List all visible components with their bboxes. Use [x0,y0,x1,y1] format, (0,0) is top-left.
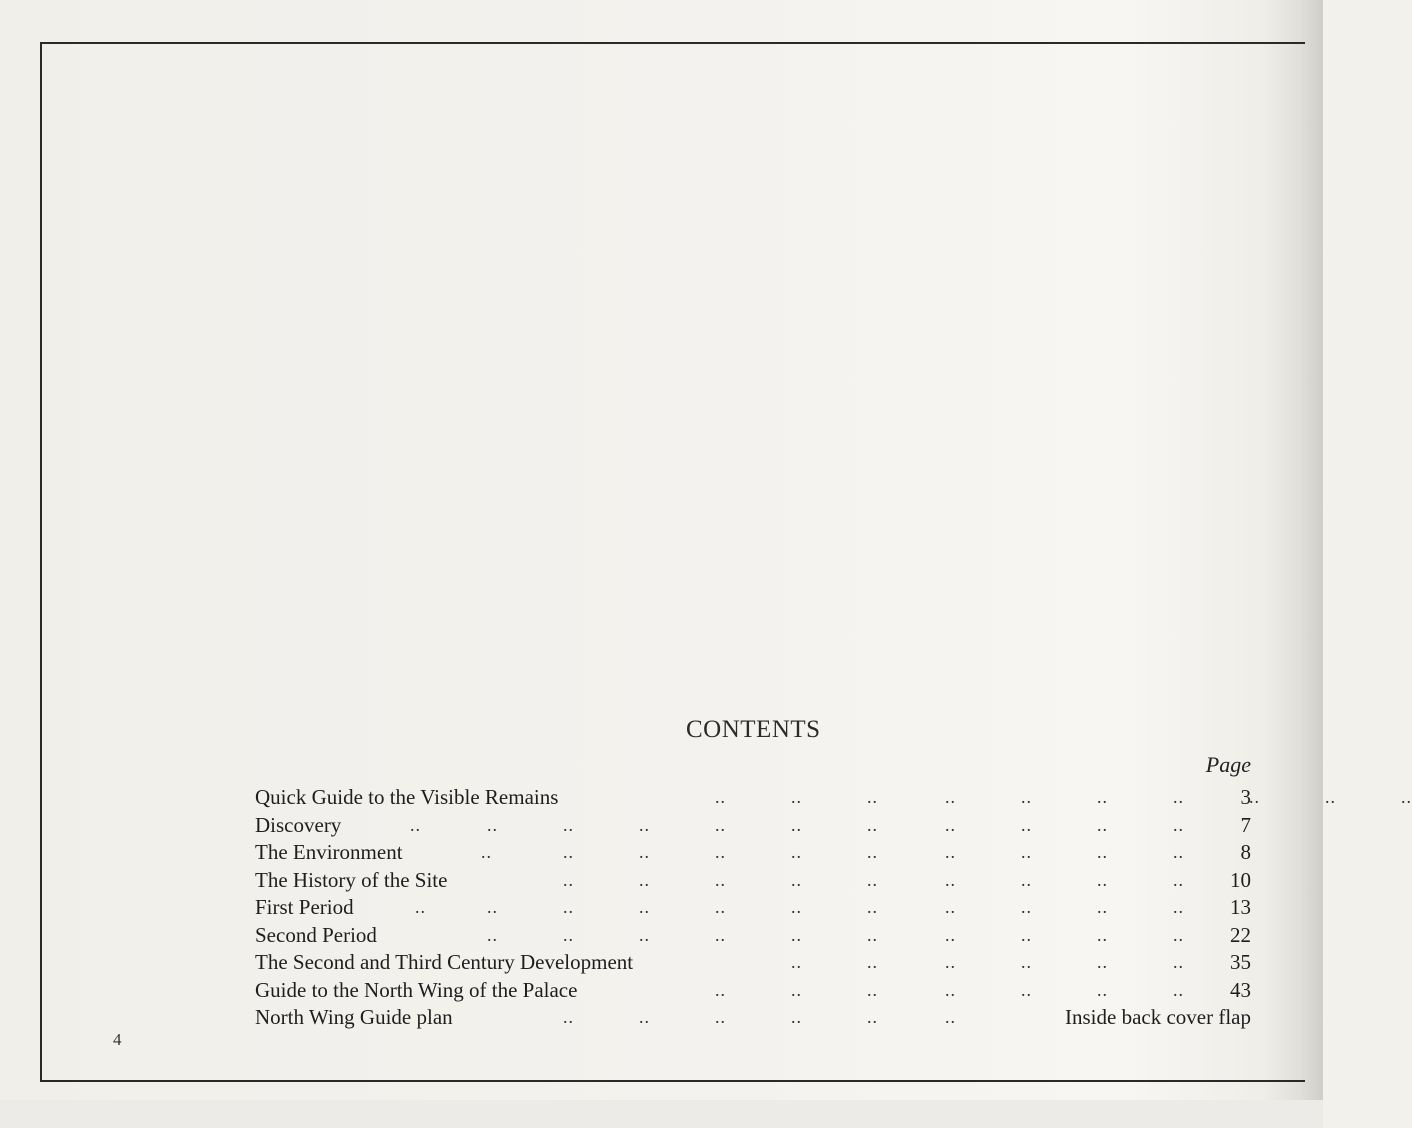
dot-leader: .. [867,1007,878,1027]
dot-leader: .. [715,979,726,1000]
dot-leader: .. [1021,952,1032,972]
dot-leader: .. [639,924,650,945]
dot-leader: .. [945,814,956,835]
dot-leader: .. [639,897,650,917]
dot-leader: .. [1173,924,1184,945]
dot-leader: .. [945,869,956,890]
toc-entry-page: 43 [1230,977,1251,1002]
toc-entry-page: Inside back cover flap [1065,1005,1251,1029]
dot-leader: .. [867,897,878,917]
dot-leader: .. [715,787,726,807]
dot-leader: .. [867,869,878,890]
dot-leader: .. [1021,897,1032,917]
dot-leader: .. [715,842,726,862]
toc-entry-label: Second Period [255,922,377,947]
toc-row [255,922,1251,950]
toc-entry-page: 22 [1230,922,1251,947]
toc-entry-label: First Period [255,895,354,919]
dot-leader: .. [791,952,802,972]
dot-leader: .. [1021,979,1032,1000]
dot-leader: .. [1325,787,1336,807]
dot-leader: .. [945,979,956,1000]
dot-leader: .. [563,842,574,862]
toc-row [255,894,1251,922]
page-bottom-margin [0,1100,1323,1128]
dot-leader: .. [481,842,492,862]
toc-entry-label: North Wing Guide plan [255,1005,453,1029]
toc-entry-label: The History of the Site [255,867,448,892]
dot-leader: .. [1173,787,1184,807]
dot-leader: .. [791,787,802,807]
dot-leader: .. [867,842,878,862]
dot-leader: .. [791,814,802,835]
dot-leader: .. [1097,842,1108,862]
dot-leader: .. [563,924,574,945]
dot-leader: .. [563,814,574,835]
dot-leader: .. [639,814,650,835]
toc-entry-page: 35 [1230,950,1251,974]
dot-leader: .. [945,952,956,972]
dot-leader: .. [563,897,574,917]
contents-title: CONTENTS [686,716,821,743]
dot-leader: .. [1173,842,1184,862]
toc-entry-page: 8 [1240,840,1251,864]
dot-leader: .. [639,1007,650,1027]
dot-leader: .. [715,897,726,917]
dot-leader: .. [1021,787,1032,807]
dot-leader: .. [1097,869,1108,890]
toc-row [255,949,1251,977]
dot-leader: .. [1097,924,1108,945]
toc-row [255,977,1251,1005]
dot-leader: .. [945,787,956,807]
dot-leader: .. [945,897,956,917]
dot-leader: .. [715,869,726,890]
dot-leader: .. [715,924,726,945]
dot-leader: .. [867,924,878,945]
dot-leader: .. [1173,952,1184,972]
toc-entry-label: The Environment [255,840,403,864]
dot-leader: .. [867,979,878,1000]
dot-leader: .. [867,952,878,972]
dot-leader: .. [945,842,956,862]
toc-entry-label: The Second and Third Century Development [255,950,634,974]
dot-leader: .. [415,897,426,917]
dot-leader: .. [1021,842,1032,862]
toc-row [255,867,1251,895]
dot-leader: .. [791,897,802,917]
toc-row [255,812,1251,840]
dot-leader: .. [1249,787,1260,807]
toc-entry-label: Guide to the North Wing of the Palace [255,977,578,1002]
dot-leader: .. [639,842,650,862]
dot-leader: .. [1021,869,1032,890]
dot-leader: .. [1097,979,1108,1000]
dot-leader: .. [791,869,802,890]
dot-leader: .. [945,924,956,945]
dot-leader: .. [791,842,802,862]
toc-row [255,784,1412,812]
dot-leader: .. [563,1007,574,1027]
table-of-contents [255,784,1412,1032]
dot-leader: .. [1173,814,1184,835]
dot-leader: .. [715,1007,726,1027]
dot-leader: .. [1097,897,1108,917]
dot-leader: .. [715,814,726,835]
dot-leader: .. [791,979,802,1000]
dot-leader: .. [487,814,498,835]
dot-leader: .. [1097,814,1108,835]
page-column-heading: Page [1205,752,1251,777]
dot-leader: .. [1097,952,1108,972]
dot-leader: .. [487,924,498,945]
dot-leader: .. [1173,979,1184,1000]
dot-leader: .. [1401,787,1412,807]
dot-leader: .. [1097,787,1108,807]
dot-leader: .. [1173,869,1184,890]
toc-entry-page: 13 [1230,895,1251,919]
toc-entry-page: 7 [1240,812,1251,837]
toc-entry-label: Quick Guide to the Visible Remains [255,785,559,809]
dot-leader: .. [867,787,878,807]
dot-leader: .. [791,924,802,945]
toc-entry-label: Discovery [255,812,342,837]
dot-leader: .. [410,814,421,835]
dot-leader: .. [1173,897,1184,917]
dot-leader: .. [639,869,650,890]
dot-leader: .. [945,1007,956,1027]
toc-row [255,839,1251,867]
dot-leader: .. [867,814,878,835]
dot-leader: .. [487,897,498,917]
dot-leader: .. [563,869,574,890]
toc-entry-page: 3 [1240,785,1251,809]
dot-leader: .. [1021,814,1032,835]
page-number: 4 [113,1030,122,1049]
toc-row [255,1004,1251,1032]
dot-leader: .. [791,1007,802,1027]
toc-entry-page: 10 [1230,867,1251,892]
dot-leader: .. [1021,924,1032,945]
